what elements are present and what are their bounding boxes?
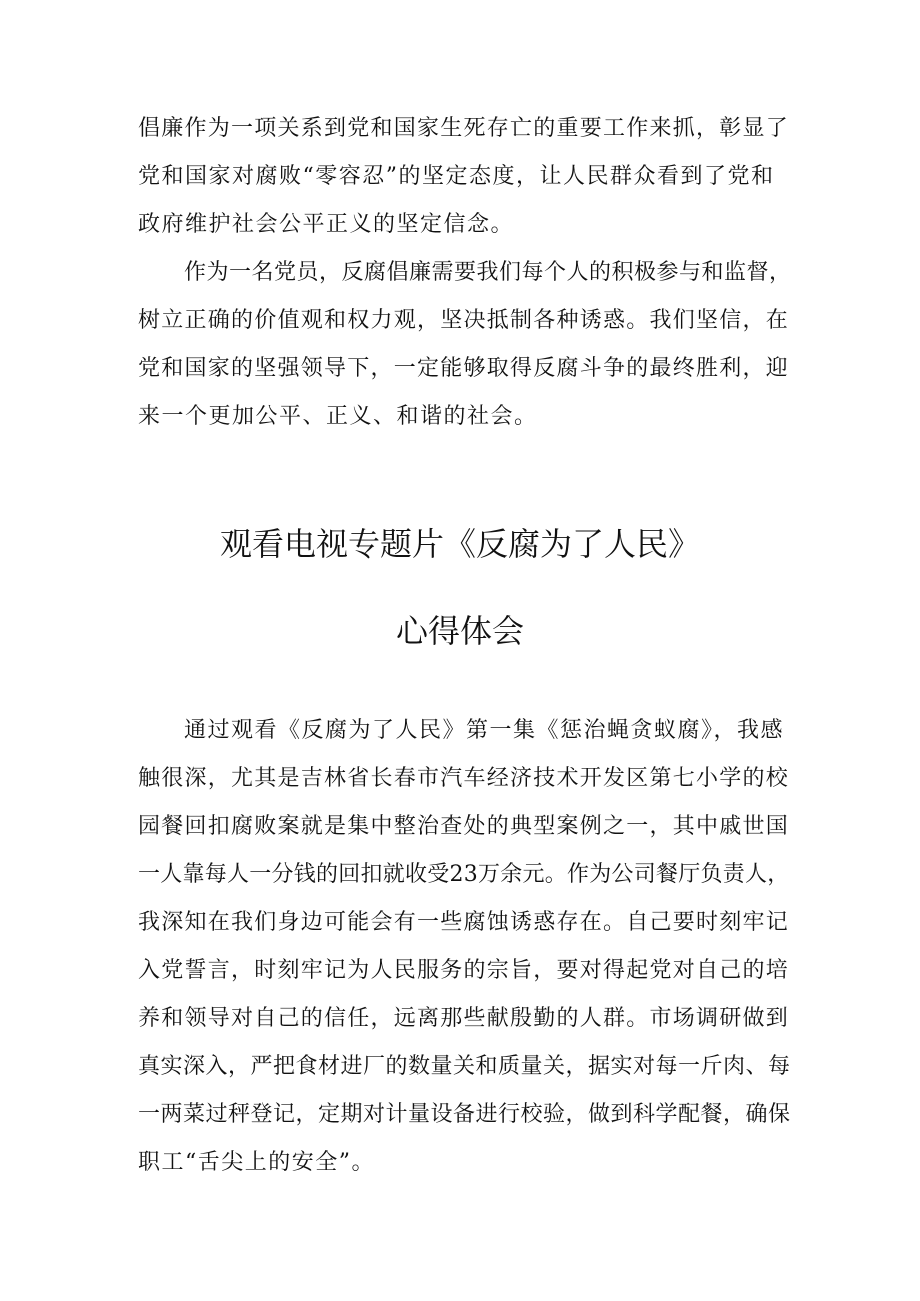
paragraph-line: 来一个更加公平、正义、和谐的社会。	[138, 404, 538, 429]
paragraph-line: 党和国家的坚强领导下，一定能够取得反腐斗争的最终胜利，迎	[138, 356, 790, 381]
paragraph-line: 树立正确的价值观和权力观，坚决抵制各种诱惑。我们坚信，在	[138, 308, 790, 333]
paragraph-line: 我深知在我们身边可能会有一些腐蚀诱惑存在。自己要时刻牢记	[138, 910, 790, 935]
paragraph-line: 政府维护社会公平正义的坚定信念。	[138, 212, 515, 237]
paragraph-line: 职工“舌尖上的安全”。	[138, 1150, 375, 1175]
paragraph-line: 通过观看《反腐为了人民》第一集《惩治蝇贪蚁腐》，我感	[184, 718, 785, 743]
document-title-subline: 心得体会	[395, 612, 524, 650]
paragraph-1	[138, 114, 794, 244]
paragraph-line: 入党誓言，时刻牢记为人民服务的宗旨，要对得起党对自己的培	[138, 958, 790, 983]
paragraph-line: 作为一名党员，反腐倡廉需要我们每个人的积极参与和监督，	[184, 260, 792, 285]
paragraph-line: 触很深，尤其是吉林省长春市汽车经济技术开发区第七小学的校	[138, 766, 790, 791]
paragraph-line: 一两菜过秤登记，定期对计量设备进行校验，做到科学配餐，确保	[138, 1102, 791, 1127]
paragraph-3	[138, 716, 794, 1186]
paragraph-line: 党和国家对腐败“零容忍”的坚定态度，让人民群众看到了党和	[138, 164, 775, 189]
paragraph-line: 园餐回扣腐败案就是集中整治查处的典型案例之一，其中戚世国	[138, 814, 790, 839]
paragraph-line: 一人靠每人一分钱的回扣就收受23万余元。作为公司餐厅负责人，	[138, 862, 790, 887]
document-title: 观看电视专题片《反腐为了人民》	[219, 525, 700, 563]
paragraph-line: 倡廉作为一项关系到党和国家生死存亡的重要工作来抓，彰显了	[138, 116, 790, 141]
paragraph-2	[138, 258, 794, 438]
paragraph-line: 养和领导对自己的信任，远离那些献殷勤的人群。市场调研做到	[138, 1006, 790, 1031]
paragraph-line: 真实深入，严把食材进厂的数量关和质量关，据实对每一斤肉、每	[138, 1054, 791, 1079]
